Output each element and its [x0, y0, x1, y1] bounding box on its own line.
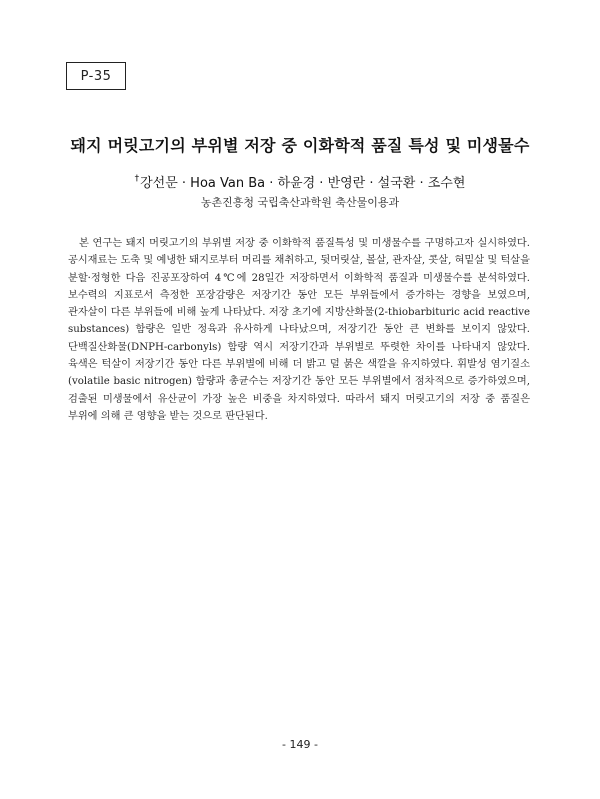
author-list [0, 172, 600, 191]
paper-title: 돼지 머릿고기의 부위별 저장 중 이화학적 품질 특성 및 미생물수 [70, 136, 530, 155]
author-names: 강선문 · Hoa Van Ba · 하윤경 · 반영란 · 설국환 · 조수현 [140, 176, 466, 191]
affiliation: 농촌진흥청 국립축산과학원 축산물이용과 [200, 196, 400, 209]
corresponding-author-mark: † [134, 173, 140, 184]
page-number: - 149 - [282, 738, 318, 751]
abstract-body: 본 연구는 돼지 머릿고기의 부위별 저장 중 이화학적 품질특성 및 미생물수를 구명하고자 실시하였다. 공시재료는 도축 및 예냉한 돼지로부터 머리를 채취하고, 뒷머릿살, 볼살, 관자살, 콧살, 혀밑살 및 턱살을 분할·정형한 다음 진공포장하여 4℃에 28일간 저장하면서 이화학적 품질과 미생물수를 분석하였다. 보수력의 지표로서 측정한 포장감량은 저장기간 동안 모든 부위들에서 증가하는 경향을 보였으며, 관자살이 다른 부위들에 비해 높게 나타났다. 저장 초기에 지방산화물(2-thiobarbituric acid reactive substances) 함량은 일반 정육과 유사하게 나타났으며, 저장기간 동안 큰 변화를 보이지 않았다. 단백질산화물(DNPH-carbonyls) 함량 역시 저장기간과 부위별로 뚜렷한 차이를 나타내지 않았다. 육색은 턱살이 저장기간 동안 다른 부위별에 비해 더 밝고 덜 붉은 색깔을 유지하였다. 휘발성 염기질소(volatile basic nitrogen) 함량과 총균수는 저장기간 동안 모든 부위별에서 점차적으로 증가하였으며, 검출된 미생물에서 유산균이 가장 높은 비중을 차지하였다. 따라서 돼지 머릿고기의 저장 중 품질은 부위에 의해 큰 영향을 받는 것으로 판단된다. [68, 238, 530, 422]
poster-id-box: P-35 [66, 62, 126, 90]
